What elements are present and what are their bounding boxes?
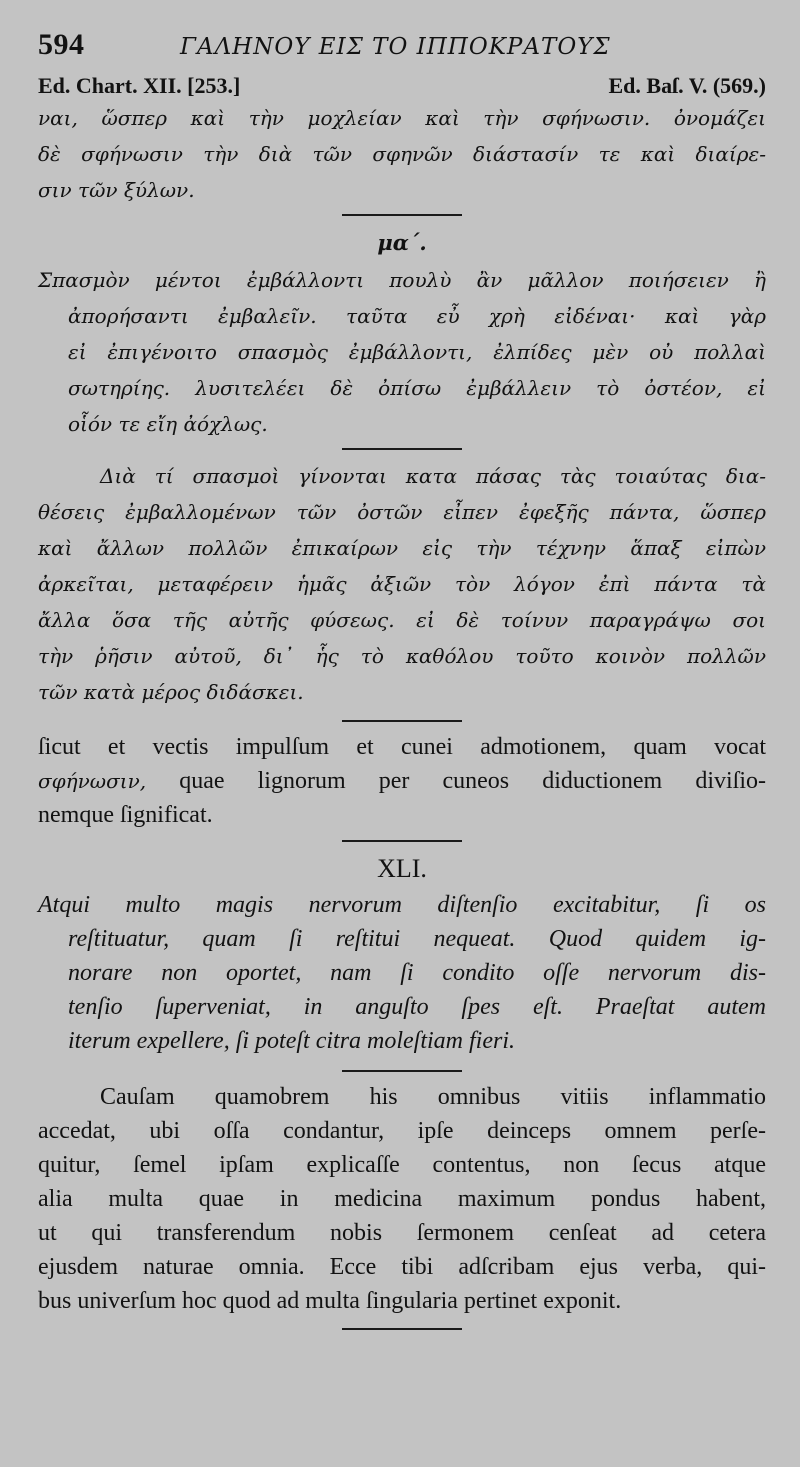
text-line: ut qui transferendum nobis ſermonem cenſeat ad cetera — [38, 1220, 766, 1246]
greek-aphorism — [38, 262, 766, 442]
text-line: norare non oportet, nam ſi condito oſſe nervorum dis- — [68, 960, 766, 986]
text-line: alia multa quae in medicina maximum pondus habent, — [38, 1186, 766, 1212]
text-line: tenſio ſuperveniat, in anguſto ſpes eſt. Praeſtat autem — [68, 994, 766, 1020]
greek-term: σφήνωσιν, — [38, 769, 147, 793]
text-line: Διὰ τί σπασμοὶ γίνονται κατα πάσας τὰς τοιαύτας δια- — [100, 464, 766, 488]
greek-section-number: μα΄. — [377, 230, 427, 255]
text-line: Σπασμὸν μέντοι ἐμβάλλοντι πουλὺ ἂν μᾶλλον ποιήσειεν ἢ — [38, 268, 766, 292]
section-divider — [342, 1070, 462, 1072]
latin-continuation — [38, 730, 766, 832]
text-line: accedat, ubi oſſa condantur, ipſe deinceps omnem perſe- — [38, 1118, 766, 1144]
greek-continuation — [38, 100, 766, 208]
text-line: bus univerſum hoc quod ad multa ſingularia pertinet exponit. — [38, 1288, 622, 1314]
text-line: σωτηρίης. λυσιτελέει δὲ ὀπίσω ἐμβάλλειν τὸ ὀστέον, εἰ — [68, 376, 766, 400]
text-line: nemque ſignificat. — [38, 802, 213, 828]
running-title: ΓΑΛΗΝΟΥ ΕΙΣ ΤΟ ΙΠΠΟΚΡΑΤΟΥΣ — [180, 34, 611, 60]
latin-commentary — [38, 1080, 766, 1318]
text-line: ναι, ὥσπερ καὶ τὴν μοχλείαν καὶ τὴν σφήνωσιν. ὀνομάζει — [38, 106, 766, 130]
text-line: καὶ ἄλλων πολλῶν ἐπικαίρων εἰς τὴν τέχνην ἅπαξ εἰπὼν — [38, 536, 766, 560]
section-divider — [342, 840, 462, 842]
text-line: τὴν ῥῆσιν αὐτοῦ, δι᾽ ἧς τὸ καθόλου τοῦτο κοινὸν πολλῶν — [38, 644, 766, 668]
text-line: iterum expellere, ſi poteſt citra moleſtiam fieri. — [68, 1028, 516, 1054]
page-header — [38, 28, 766, 72]
edition-references — [38, 72, 766, 100]
section-divider — [342, 214, 462, 216]
text-line: ἄλλα ὅσα τῆς αὐτῆς φύσεως. εἰ δὲ τοίνυν παραγράψω σοι — [38, 608, 766, 632]
text-line: εἰ ἐπιγένοιτο σπασμὸς ἐμβάλλοντι, ἐλπίδες μὲν οὐ πολλαὶ — [68, 340, 766, 364]
text-line: ἀπορήσαντι ἐμβαλεῖν. ταῦτα εὖ χρὴ εἰδέναι· καὶ γὰρ — [68, 304, 766, 328]
text-line: θέσεις ἐμβαλλομένων τῶν ὀστῶν εἶπεν ἐφεξῆς πάντα, ὥσπερ — [38, 500, 766, 524]
text-line: ejusdem naturae omnia. Ecce tibi adſcribam ejus verba, qui- — [38, 1254, 766, 1280]
text-line — [38, 764, 766, 798]
text-line: ἀρκεῖται, μεταφέρειν ἡμᾶς ἀξιῶν τὸν λόγον ἐπὶ πάντα τὰ — [38, 572, 766, 596]
text-line: οἷόν τε εἴη ἀόχλως. — [68, 412, 268, 436]
text-line: Atqui multo magis nervorum diſtenſio excitabitur, ſi os — [38, 892, 766, 918]
text-line: reſtituatur, quam ſi reſtitui nequeat. Quod quidem ig- — [68, 926, 766, 952]
edition-basel: Ed. Baſ. V. (569.) — [608, 73, 766, 98]
text-line: σιν τῶν ξύλων. — [38, 178, 195, 202]
edition-chartier: Ed. Chart. XII. [253.] — [38, 73, 241, 98]
text-line: Cauſam quamobrem his omnibus vitiis inflammatio — [100, 1084, 766, 1110]
latin-aphorism — [38, 888, 766, 1058]
section-divider — [342, 1328, 462, 1330]
text-line: ſicut et vectis impulſum et cunei admotionem, quam vocat — [38, 734, 766, 760]
text-line: quitur, ſemel ipſam explicaſſe contentus, non ſecus atque — [38, 1152, 766, 1178]
text-fragment: quae lignorum per cuneos diductionem diviſio- — [146, 768, 766, 794]
latin-section-number: XLI. — [377, 854, 427, 883]
page-number: 594 — [38, 28, 85, 61]
section-divider — [342, 720, 462, 722]
text-line: δὲ σφήνωσιν τὴν διὰ τῶν σφηνῶν διάστασίν τε καὶ διαίρε- — [38, 142, 766, 166]
greek-commentary — [38, 458, 766, 710]
text-line: τῶν κατὰ μέρος διδάσκει. — [38, 680, 304, 704]
section-divider — [342, 448, 462, 450]
